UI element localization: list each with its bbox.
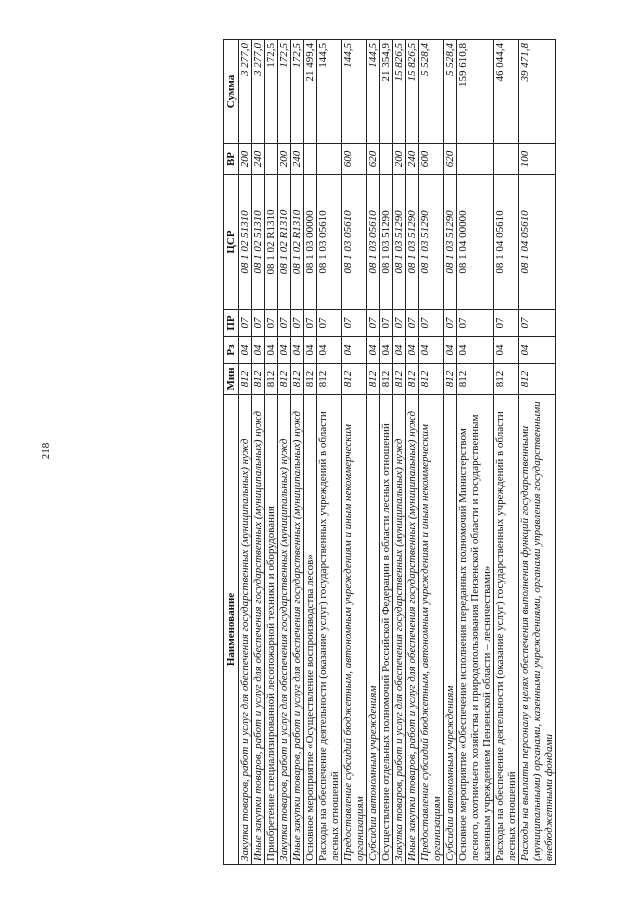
cell-name: Предоставление субсидий бюджетным, автономным учреждениям и иным некоммерческим организациям bbox=[341, 395, 366, 865]
cell-vr: 240 bbox=[405, 144, 418, 175]
cell-vr: 620 bbox=[443, 144, 456, 175]
cell-pr: 07 bbox=[316, 310, 341, 337]
cell-rz: 04 bbox=[277, 337, 290, 364]
cell-rz: 04 bbox=[456, 337, 493, 364]
cell-name: Расходы на выплаты персоналу в целях обеспечения выполнения функций государственными (муниципальными) органами, казенными учреждениями, органами управления государственными внебюджетными фондами bbox=[518, 395, 555, 865]
cell-vr: 100 bbox=[518, 144, 555, 175]
cell-csr: 08 1 02 R1310 bbox=[290, 175, 303, 310]
cell-vr bbox=[264, 144, 277, 175]
cell-vr: 200 bbox=[392, 144, 405, 175]
cell-min: 812 bbox=[443, 364, 456, 395]
cell-name: Основное мероприятие «Обеспечение исполнения переданных полномочий Министерством лесного, охотничьего хозяйства и природопользования Пензенской области и государственным казенным учреждением Пензенской области – лесничествами» bbox=[456, 395, 493, 865]
cell-vr bbox=[316, 144, 341, 175]
cell-pr: 07 bbox=[493, 310, 518, 337]
table-row bbox=[264, 40, 277, 865]
cell-min: 812 bbox=[418, 364, 443, 395]
cell-vr: 620 bbox=[366, 144, 379, 175]
cell-rz: 04 bbox=[303, 337, 316, 364]
cell-min: 812 bbox=[264, 364, 277, 395]
cell-csr: 08 1 04 05610 bbox=[518, 175, 555, 310]
cell-sum: 144,5 bbox=[316, 40, 341, 144]
cell-sum: 3 277,0 bbox=[238, 40, 251, 144]
cell-pr: 07 bbox=[264, 310, 277, 337]
cell-name: Закупка товаров, работ и услуг для обеспечения государственных (муниципальных) нужд bbox=[277, 395, 290, 865]
table-row bbox=[366, 40, 379, 865]
table-row bbox=[341, 40, 366, 865]
table-row bbox=[316, 40, 341, 865]
cell-sum: 39 471,8 bbox=[518, 40, 555, 144]
cell-vr bbox=[493, 144, 518, 175]
column-header-csr: ЦСР bbox=[223, 175, 238, 310]
cell-rz: 04 bbox=[405, 337, 418, 364]
cell-pr: 07 bbox=[251, 310, 264, 337]
table-row bbox=[418, 40, 443, 865]
cell-name: Расходы на обеспечение деятельности (оказание услуг) государственных учреждений в области лесных отношений bbox=[493, 395, 518, 865]
cell-sum: 144,5 bbox=[341, 40, 366, 144]
cell-pr: 07 bbox=[392, 310, 405, 337]
column-header-sum: Сумма bbox=[223, 40, 238, 144]
column-header-vr: ВР bbox=[223, 144, 238, 175]
cell-csr: 08 1 02 R1310 bbox=[277, 175, 290, 310]
cell-pr: 07 bbox=[303, 310, 316, 337]
cell-csr: 08 1 03 51290 bbox=[418, 175, 443, 310]
cell-vr bbox=[379, 144, 392, 175]
cell-vr: 200 bbox=[238, 144, 251, 175]
cell-min: 812 bbox=[290, 364, 303, 395]
cell-pr: 07 bbox=[238, 310, 251, 337]
cell-vr: 600 bbox=[418, 144, 443, 175]
cell-vr: 600 bbox=[341, 144, 366, 175]
cell-rz: 04 bbox=[392, 337, 405, 364]
cell-sum: 144,5 bbox=[366, 40, 379, 144]
table-row bbox=[303, 40, 316, 865]
cell-min: 812 bbox=[251, 364, 264, 395]
table-row bbox=[379, 40, 392, 865]
column-header-min: Мин bbox=[223, 364, 238, 395]
cell-name: Иные закупки товаров, работ и услуг для обеспечения государственных (муниципальных) нужд bbox=[405, 395, 418, 865]
cell-name: Осуществление отдельных полномочий Российской Федерации в области лесных отношений bbox=[379, 395, 392, 865]
cell-min: 812 bbox=[379, 364, 392, 395]
cell-csr: 08 1 02 51310 bbox=[251, 175, 264, 310]
cell-rz: 04 bbox=[518, 337, 555, 364]
cell-pr: 07 bbox=[341, 310, 366, 337]
cell-pr: 07 bbox=[366, 310, 379, 337]
cell-sum: 159 610,8 bbox=[456, 40, 493, 144]
cell-csr: 08 1 04 00000 bbox=[456, 175, 493, 310]
table-row bbox=[405, 40, 418, 865]
cell-csr: 08 1 03 51290 bbox=[392, 175, 405, 310]
cell-name: Приобретение специализированной лесопожарной техники и оборудования bbox=[264, 395, 277, 865]
cell-min: 812 bbox=[277, 364, 290, 395]
cell-sum: 46 044,4 bbox=[493, 40, 518, 144]
budget-table bbox=[223, 39, 556, 865]
cell-sum: 5 528,4 bbox=[443, 40, 456, 144]
table-row bbox=[518, 40, 555, 865]
cell-sum: 5 528,4 bbox=[418, 40, 443, 144]
cell-min: 812 bbox=[238, 364, 251, 395]
cell-name: Основное мероприятие «Осуществление воспроизводства лесов» bbox=[303, 395, 316, 865]
cell-rz: 04 bbox=[290, 337, 303, 364]
cell-pr: 07 bbox=[405, 310, 418, 337]
cell-pr: 07 bbox=[418, 310, 443, 337]
cell-name: Закупка товаров, работ и услуг для обеспечения государственных (муниципальных) нужд bbox=[392, 395, 405, 865]
cell-rz: 04 bbox=[366, 337, 379, 364]
cell-rz: 04 bbox=[379, 337, 392, 364]
cell-sum: 15 826,5 bbox=[392, 40, 405, 144]
cell-sum: 172,5 bbox=[264, 40, 277, 144]
cell-min: 812 bbox=[366, 364, 379, 395]
cell-name: Субсидии автономным учреждениям bbox=[366, 395, 379, 865]
cell-rz: 04 bbox=[443, 337, 456, 364]
cell-sum: 172,5 bbox=[277, 40, 290, 144]
cell-sum: 172,5 bbox=[290, 40, 303, 144]
cell-rz: 04 bbox=[238, 337, 251, 364]
table-row bbox=[392, 40, 405, 865]
cell-name: Расходы на обеспечение деятельности (оказание услуг) государственных учреждений в области лесных отношений bbox=[316, 395, 341, 865]
cell-rz: 04 bbox=[316, 337, 341, 364]
column-header-rz: Рз bbox=[223, 337, 238, 364]
cell-min: 812 bbox=[456, 364, 493, 395]
cell-vr bbox=[456, 144, 493, 175]
cell-vr bbox=[303, 144, 316, 175]
cell-csr: 08 1 03 51290 bbox=[443, 175, 456, 310]
cell-min: 812 bbox=[341, 364, 366, 395]
rotated-page-content bbox=[223, 40, 640, 865]
cell-rz: 04 bbox=[341, 337, 366, 364]
cell-name: Субсидии автономным учреждениям bbox=[443, 395, 456, 865]
cell-csr: 08 1 02 R1310 bbox=[264, 175, 277, 310]
cell-name: Предоставление субсидий бюджетным, автономным учреждениям и иным некоммерческим организациям bbox=[418, 395, 443, 865]
cell-rz: 04 bbox=[264, 337, 277, 364]
cell-pr: 07 bbox=[456, 310, 493, 337]
cell-csr: 08 1 03 05610 bbox=[341, 175, 366, 310]
cell-min: 812 bbox=[316, 364, 341, 395]
cell-csr: 08 1 03 00000 bbox=[303, 175, 316, 310]
table-row bbox=[238, 40, 251, 865]
cell-pr: 07 bbox=[379, 310, 392, 337]
cell-rz: 04 bbox=[251, 337, 264, 364]
cell-min: 812 bbox=[493, 364, 518, 395]
cell-pr: 07 bbox=[277, 310, 290, 337]
cell-name: Иные закупки товаров, работ и услуг для обеспечения государственных (муниципальных) нужд bbox=[290, 395, 303, 865]
table-row bbox=[443, 40, 456, 865]
cell-pr: 07 bbox=[290, 310, 303, 337]
cell-min: 812 bbox=[392, 364, 405, 395]
cell-csr: 08 1 03 05610 bbox=[316, 175, 341, 310]
cell-sum: 21 354,9 bbox=[379, 40, 392, 144]
table-row bbox=[277, 40, 290, 865]
table-row bbox=[290, 40, 303, 865]
cell-csr: 08 1 04 05610 bbox=[493, 175, 518, 310]
cell-name: Закупка товаров, работ и услуг для обеспечения государственных (муниципальных) нужд bbox=[238, 395, 251, 865]
cell-min: 812 bbox=[303, 364, 316, 395]
cell-pr: 07 bbox=[443, 310, 456, 337]
column-header-name: Наименование bbox=[223, 395, 238, 865]
table-row bbox=[456, 40, 493, 865]
column-header-pr: ПР bbox=[223, 310, 238, 337]
cell-vr: 200 bbox=[277, 144, 290, 175]
cell-min: 812 bbox=[518, 364, 555, 395]
cell-rz: 04 bbox=[493, 337, 518, 364]
cell-sum: 21 499,4 bbox=[303, 40, 316, 144]
table-row bbox=[251, 40, 264, 865]
cell-sum: 15 826,5 bbox=[405, 40, 418, 144]
cell-rz: 04 bbox=[418, 337, 443, 364]
cell-csr: 08 1 03 51290 bbox=[379, 175, 392, 310]
cell-vr: 240 bbox=[251, 144, 264, 175]
cell-vr: 240 bbox=[290, 144, 303, 175]
cell-csr: 08 1 02 51310 bbox=[238, 175, 251, 310]
table-row bbox=[493, 40, 518, 865]
cell-min: 812 bbox=[405, 364, 418, 395]
cell-pr: 07 bbox=[518, 310, 555, 337]
table-body bbox=[238, 40, 555, 865]
cell-sum: 3 277,0 bbox=[251, 40, 264, 144]
cell-csr: 08 1 03 05610 bbox=[366, 175, 379, 310]
table-header-row bbox=[223, 40, 238, 865]
cell-csr: 08 1 03 51290 bbox=[405, 175, 418, 310]
page-number: 218 bbox=[40, 442, 52, 460]
cell-name: Иные закупки товаров, работ и услуг для обеспечения государственных (муниципальных) нужд bbox=[251, 395, 264, 865]
